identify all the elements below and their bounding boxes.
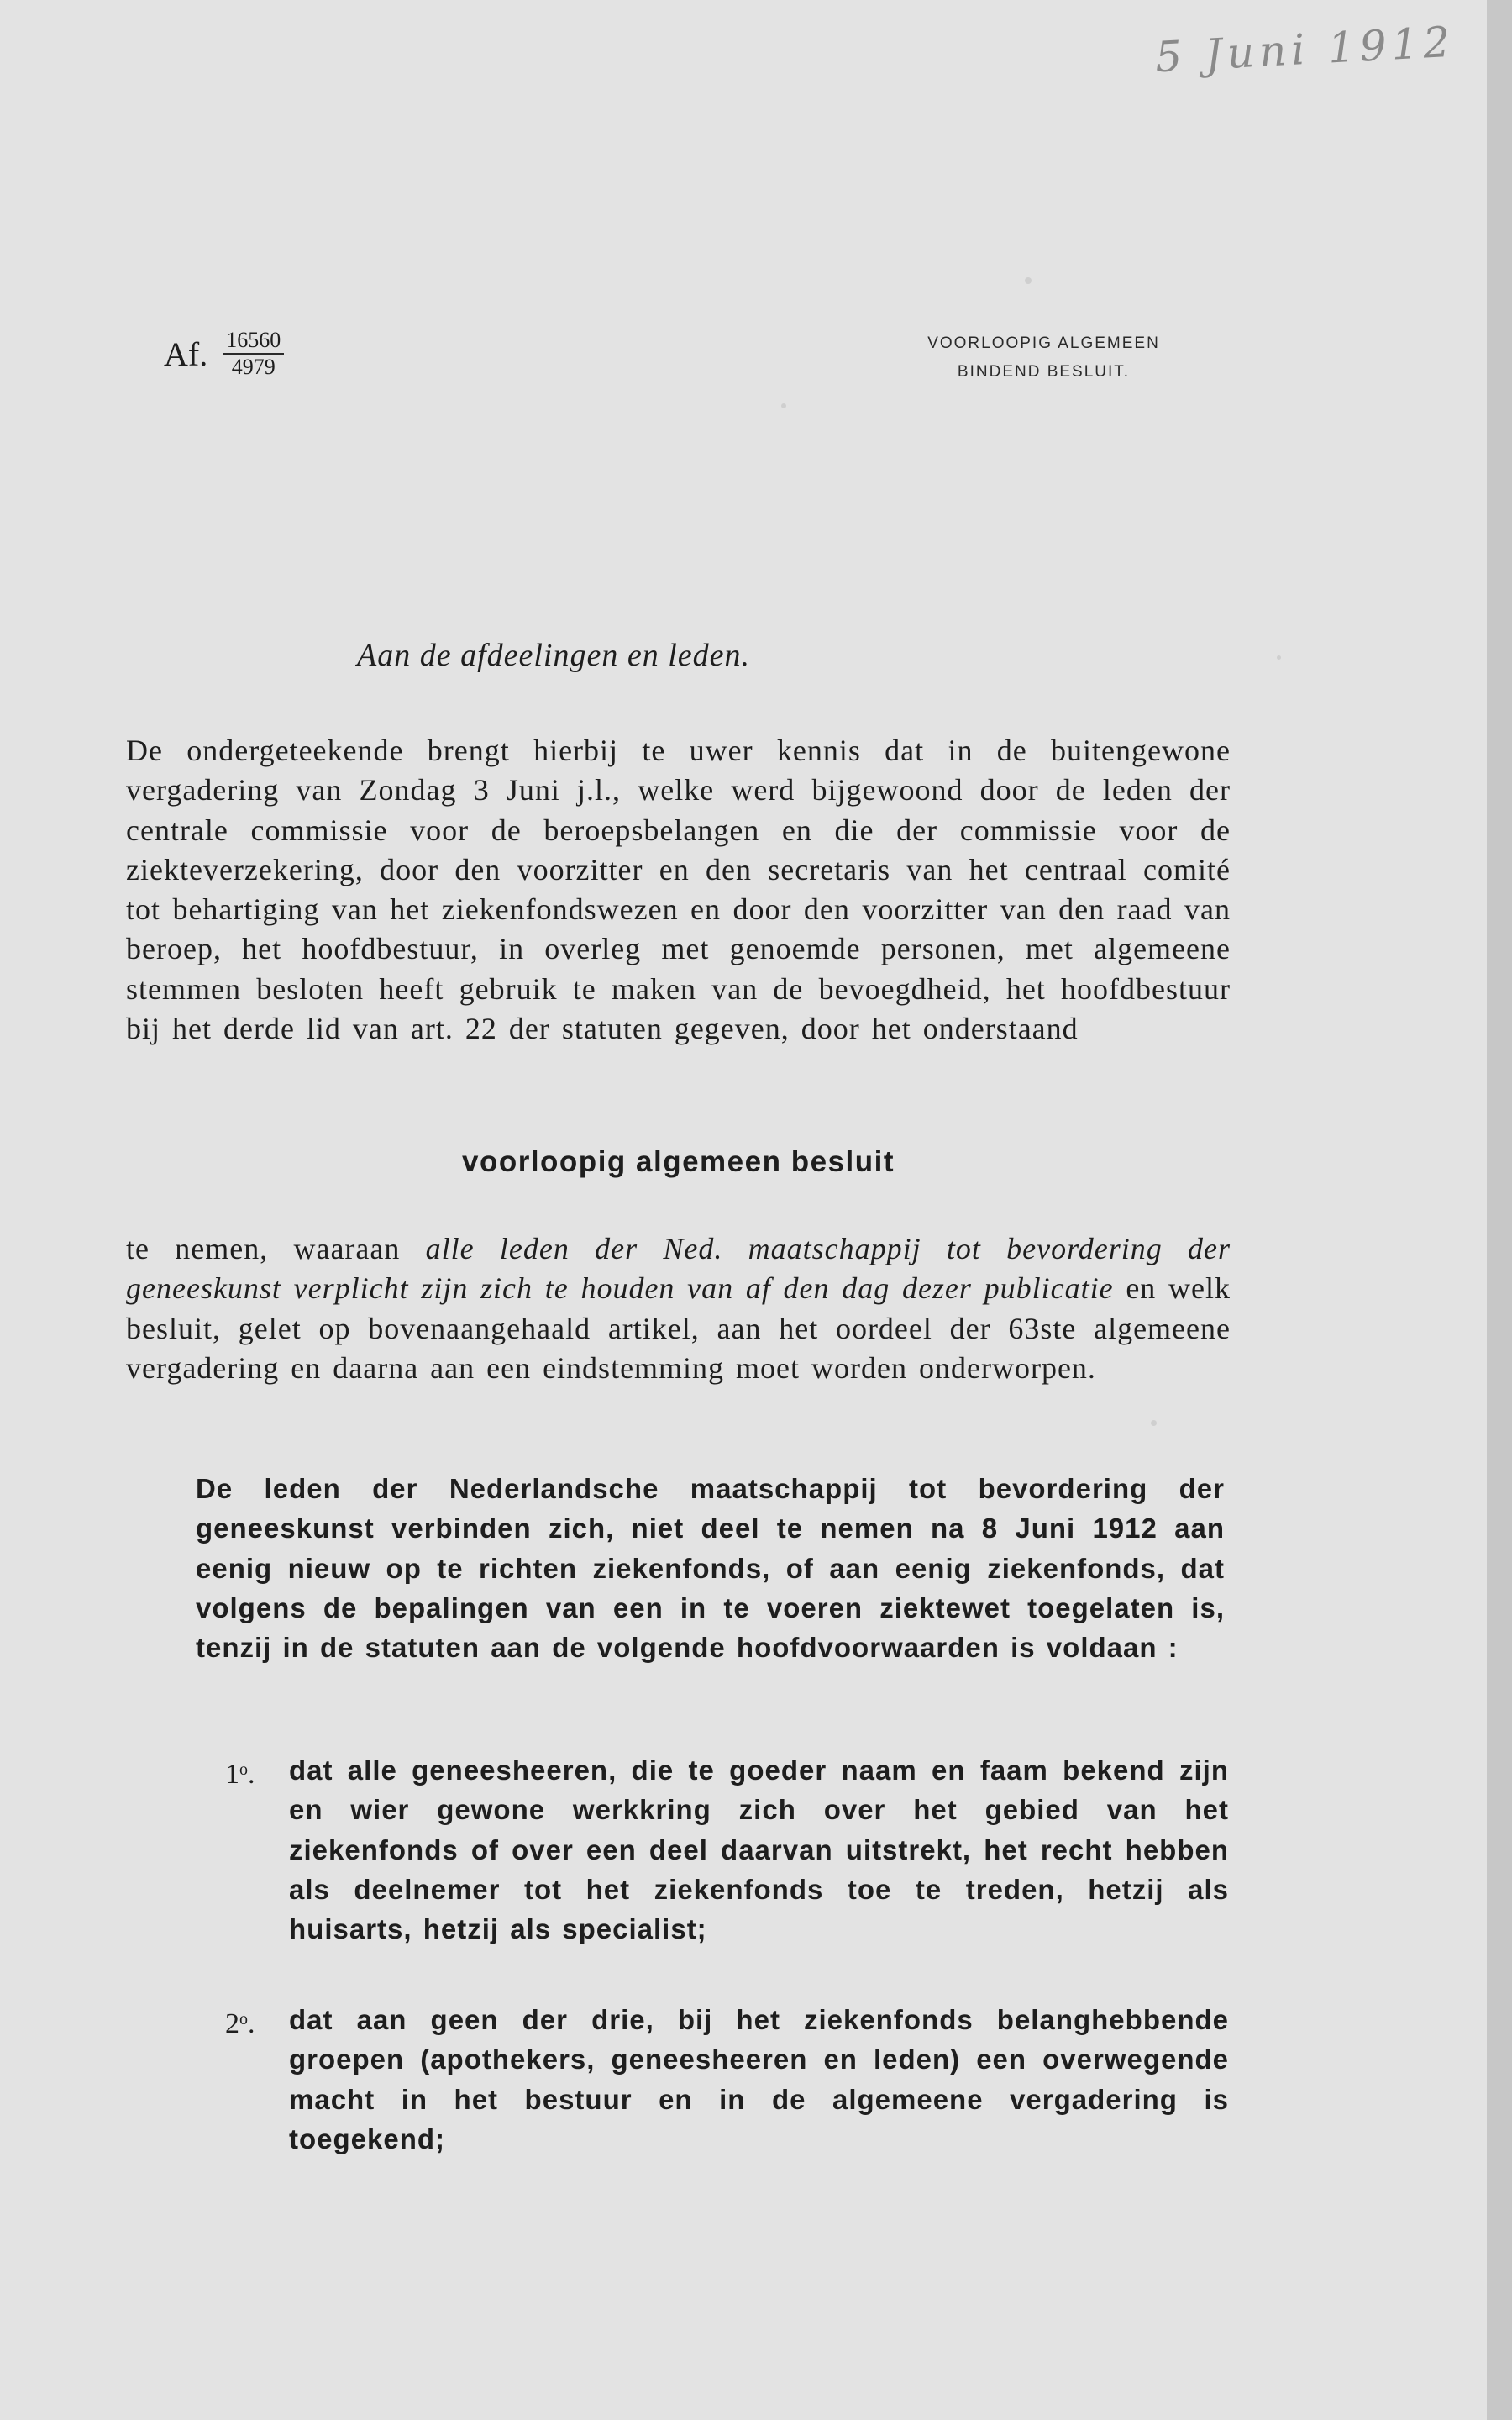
paper-speck [781,403,786,408]
reference-denominator: 4979 [231,355,276,379]
reference-number [164,328,284,380]
salutation: Aan de afdeelingen en leden. [357,638,751,673]
second-paragraph-start: te nemen, waaraan [126,1232,426,1265]
item-text: dat alle geneesheeren, die te goeder naam en faam bekend zijn en wier gewone werkkring zich over het gebied van het ziekenfonds of over een deel daarvan uitstrekt, het recht hebben als deelnemer tot het ziekenfonds toe te treden, hetzij als huisarts, hetzij als specialist; [289,1754,1229,1945]
reference-prefix: Af. [164,334,208,373]
reference-fraction [223,328,284,380]
item-number-digit: 1 [225,1759,239,1790]
item-number: 1$^o$. [225,1759,255,1790]
reference-numerator: 16560 [223,328,284,355]
resolution-text: De leden der Nederlandsche maatschappij tot bevordering der geneeskunst verbinden zich, niet deel te nemen na 8 Juni 1912 aan eenig nieuw op te richten ziekenfonds, of aan eenig ziekenfonds, dat volgens de bepalingen van een in te voeren ziektewet toegelaten is, tenzij in de statuten aan de volgende hoofdvoorwaarden is voldaan : [196,1473,1225,1664]
second-paragraph [126,1229,1231,1388]
decision-heading: voorloopig algemeen besluit [461,1145,895,1178]
paper-speck [1277,655,1281,660]
second-paragraph-end: en welk besluit, gelet op bovenaangehaald artikel, aan het oordeel der 63ste algemeene vergadering en daarna aan een eindstemming moet worden onderworpen. [126,1271,1231,1385]
item-number-suffix: o [239,2010,248,2028]
intro-paragraph: De ondergeteekende brengt hierbij te uwer kennis dat in de buitengewone vergadering van Zondag 3 Juni j.l., welke werd bijgewoond door de leden der centrale commissie voor de beroepsbelangen en die der commissie voor de ziekteverzekering, door den voorzitter en den secretaris van het centraal comité tot behartiging van het ziekenfondswezen en door den voorzitter van den raad van beroep, het hoofdbestuur, in overleg met genoemde personen, met algemeene stemmen besloten heeft gebruik te maken van de bevoegdheid, het hoofdbestuur bij het derde lid van art. 22 der statuten gegeven, door het onderstaand [126,734,1231,1046]
page-edge-shadow [1487,0,1512,2420]
header-line-2: BINDEND BESLUIT. [957,363,1131,381]
second-paragraph-italic: alle leden der Ned. maatschappij tot bevordering der geneeskunst verplicht zijn zich te houden van af den dag dezer publicatie [126,1232,1231,1306]
header-line-1: VOORLOOPIG ALGEMEEN [927,334,1160,352]
item-number-digit: 2 [225,2008,239,2039]
handwritten-date-note: 5 Juni 1912 [1153,17,1457,82]
item-number-suffix: o [239,1760,248,1779]
document-type-header [911,329,1176,387]
item-text: dat aan geen der drie, bij het ziekenfonds belanghebbende groepen (apothekers, geneesheeren en leden) een overwegende macht in het bestuur en in de algemeene vergadering is toegekend; [289,2004,1229,2154]
paper-speck [1151,1420,1157,1426]
item-number: 2$^o$. [225,2008,255,2039]
paper-speck [1025,277,1032,284]
